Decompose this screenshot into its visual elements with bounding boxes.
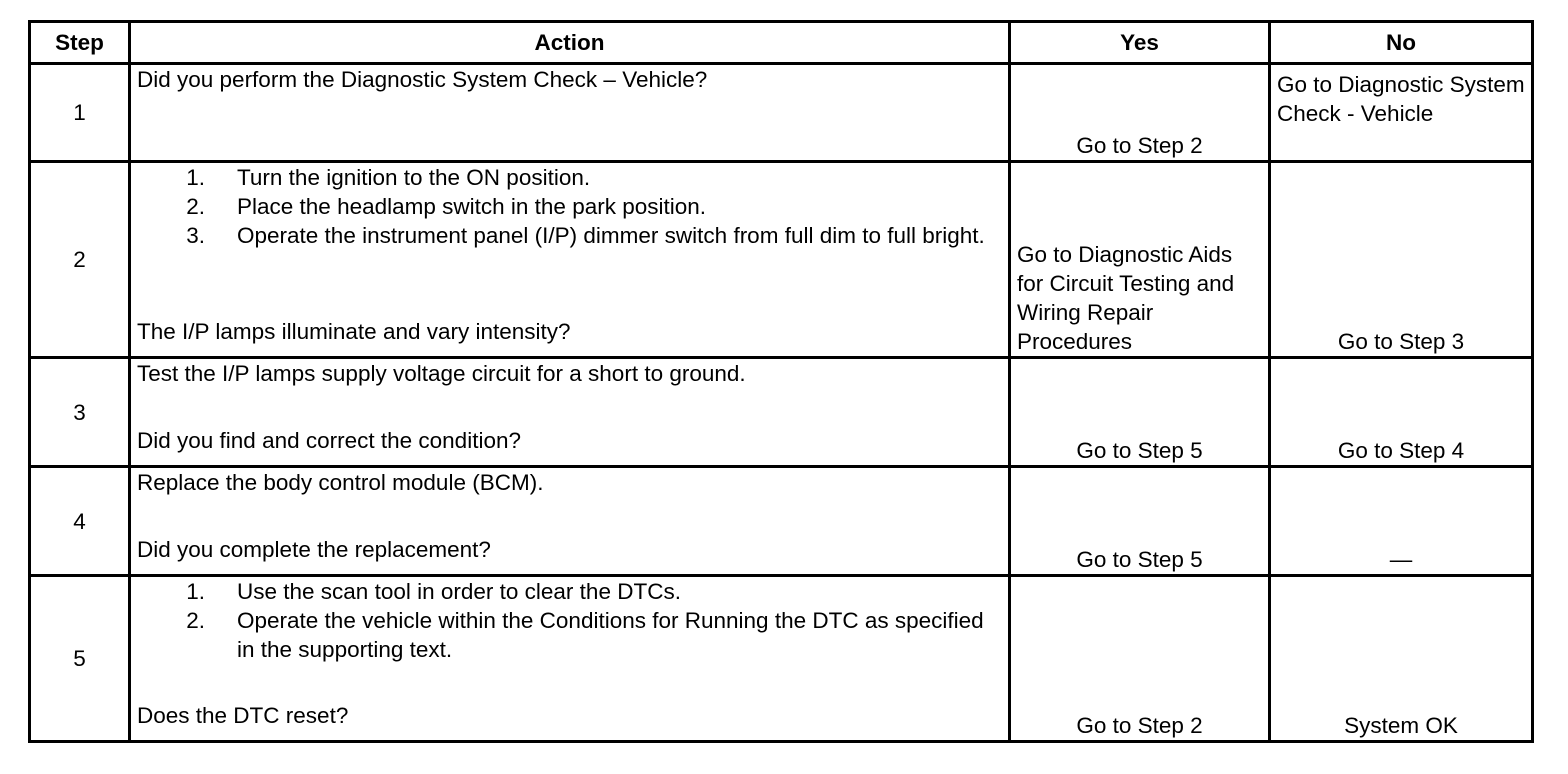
step-number: 2	[30, 162, 130, 358]
step-number: 5	[30, 576, 130, 742]
list-item-number: 1.	[186, 165, 205, 190]
action-text: Test the I/P lamps supply voltage circuit for a short to ground.	[137, 361, 746, 386]
list-item-number: 1.	[186, 579, 205, 604]
list-item-number: 2.	[186, 194, 205, 219]
list-item	[137, 221, 1002, 250]
header-row	[30, 22, 1533, 64]
list-item-text: Place the headlamp switch in the park position.	[237, 194, 707, 219]
action-text: Replace the body control module (BCM).	[137, 470, 544, 495]
yes-cell: Go to Step 2	[1010, 576, 1270, 742]
step-number: 1	[30, 64, 130, 162]
action-question: Does the DTC reset?	[137, 703, 349, 728]
list-item	[137, 163, 1002, 192]
step-number: 4	[30, 467, 130, 576]
action-cell	[130, 467, 1010, 576]
action-cell	[130, 358, 1010, 467]
table-row	[30, 576, 1533, 742]
table-row	[30, 162, 1533, 358]
no-cell: Go to Step 4	[1270, 358, 1533, 467]
list-item-text: Operate the vehicle within the Conditions for Running the DTC as specified in the supporting text.	[237, 608, 984, 662]
list-item-number: 2.	[186, 608, 205, 633]
table-row	[30, 358, 1533, 467]
procedure-list	[137, 163, 1002, 250]
table-row	[30, 64, 1533, 162]
no-cell: System OK	[1270, 576, 1533, 742]
yes-cell: Go to Step 5	[1010, 358, 1270, 467]
yes-cell: Go to Step 5	[1010, 467, 1270, 576]
no-cell: —	[1270, 467, 1533, 576]
yes-cell: Go to Step 2	[1010, 64, 1270, 162]
action-question: The I/P lamps illuminate and vary intensity?	[137, 319, 571, 344]
no-cell: Go to Diagnostic System Check - Vehicle	[1270, 64, 1533, 162]
step-number: 3	[30, 358, 130, 467]
header-action: Action	[130, 22, 1010, 64]
diagnostic-table-container	[28, 20, 1534, 743]
list-item	[137, 577, 1002, 606]
list-item	[137, 606, 1002, 664]
list-item-number: 3.	[186, 223, 205, 248]
list-item-text: Use the scan tool in order to clear the DTCs.	[237, 579, 681, 604]
action-question: Did you find and correct the condition?	[137, 428, 521, 453]
action-cell	[130, 64, 1010, 162]
action-cell	[130, 162, 1010, 358]
header-step: Step	[30, 22, 130, 64]
list-item	[137, 192, 1002, 221]
action-question: Did you complete the replacement?	[137, 537, 491, 562]
action-text: Did you perform the Diagnostic System Check – Vehicle?	[137, 67, 708, 92]
list-item-text: Turn the ignition to the ON position.	[237, 165, 591, 190]
action-cell	[130, 576, 1010, 742]
diagnostic-table	[28, 20, 1534, 743]
procedure-list	[137, 577, 1002, 664]
list-item-text: Operate the instrument panel (I/P) dimmer switch from full dim to full bright.	[237, 223, 985, 248]
no-cell: Go to Step 3	[1270, 162, 1533, 358]
header-no: No	[1270, 22, 1533, 64]
table-row	[30, 467, 1533, 576]
header-yes: Yes	[1010, 22, 1270, 64]
yes-cell: Go to Diagnostic Aids for Circuit Testing and Wiring Repair Procedures	[1010, 162, 1270, 358]
